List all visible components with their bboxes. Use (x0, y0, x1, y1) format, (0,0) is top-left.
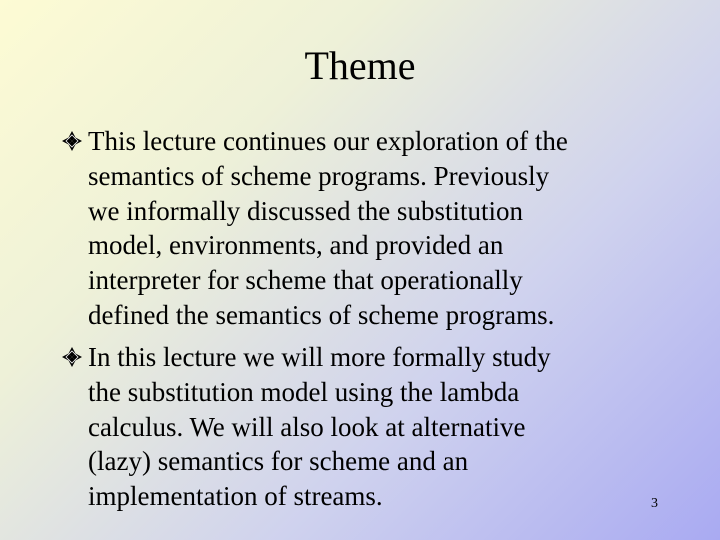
diamond-bullet-icon (60, 129, 84, 153)
bullet-text: In this lecture we will more formally study the substitution model using the lambda calculus. We will also look at alternative (lazy) semantics for scheme and an implementation of streams. (88, 342, 551, 512)
slide-title: Theme (304, 43, 416, 88)
bullet-text: This lecture continues our exploration of the semantics of scheme programs. Previously we informally discussed the substitution model, environments, and provided an interpreter for scheme that operationally defined the semantics of scheme programs. (88, 126, 568, 330)
bullet-item (60, 124, 680, 333)
diamond-bullet-icon (60, 345, 84, 369)
bullet-item (60, 340, 680, 514)
page-number: 3 (651, 496, 658, 511)
